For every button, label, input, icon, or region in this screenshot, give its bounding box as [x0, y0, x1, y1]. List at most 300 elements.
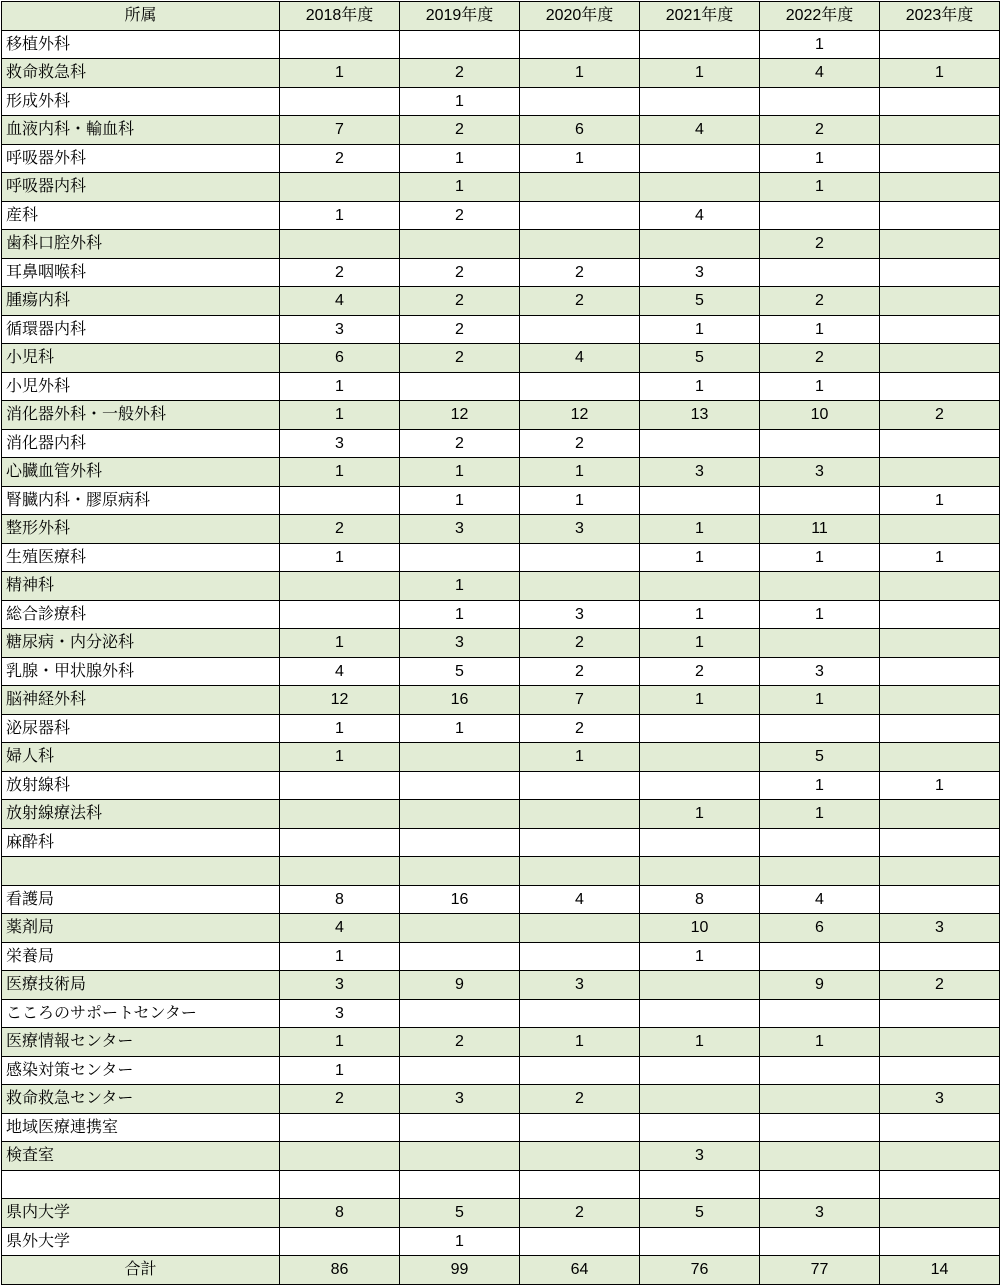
dept-name-cell: 呼吸器外科 [2, 144, 280, 173]
value-cell: 2 [760, 230, 880, 259]
value-cell: 1 [640, 600, 760, 629]
department-yearly-table [1, 1, 1000, 1285]
value-cell [880, 1113, 1000, 1142]
value-cell [880, 857, 1000, 886]
value-cell [760, 1142, 880, 1171]
value-cell: 2 [880, 401, 1000, 430]
dept-name-cell: 感染対策センター [2, 1056, 280, 1085]
value-cell: 5 [640, 344, 760, 373]
value-cell [520, 173, 640, 202]
value-cell [520, 543, 640, 572]
table-row [2, 515, 1000, 544]
value-cell [880, 600, 1000, 629]
dept-name-cell [2, 1170, 280, 1199]
dept-name-cell: 医療技術局 [2, 971, 280, 1000]
value-cell: 1 [280, 714, 400, 743]
dept-name-cell: 歯科口腔外科 [2, 230, 280, 259]
dept-name-cell: 泌尿器科 [2, 714, 280, 743]
value-cell [880, 230, 1000, 259]
value-cell: 5 [640, 287, 760, 316]
value-cell: 3 [760, 458, 880, 487]
value-cell: 1 [640, 686, 760, 715]
value-cell [880, 429, 1000, 458]
value-cell: 4 [640, 201, 760, 230]
value-cell: 2 [400, 1028, 520, 1057]
value-cell [640, 771, 760, 800]
value-cell [520, 771, 640, 800]
value-cell: 1 [400, 87, 520, 116]
dept-name-cell: 総合診療科 [2, 600, 280, 629]
value-cell: 1 [280, 458, 400, 487]
value-cell [640, 714, 760, 743]
total-cell: 99 [400, 1256, 520, 1285]
value-cell [280, 1142, 400, 1171]
table-row [2, 59, 1000, 88]
table-row [2, 116, 1000, 145]
value-cell [520, 1113, 640, 1142]
dept-name-cell: 放射線療法科 [2, 800, 280, 829]
value-cell: 1 [400, 572, 520, 601]
value-cell: 1 [280, 372, 400, 401]
value-cell: 8 [280, 885, 400, 914]
value-cell [880, 116, 1000, 145]
table-row [2, 942, 1000, 971]
table-row [2, 1142, 1000, 1171]
table-row [2, 857, 1000, 886]
value-cell [400, 828, 520, 857]
value-cell [760, 486, 880, 515]
value-cell: 1 [640, 543, 760, 572]
table-row [2, 1085, 1000, 1114]
value-cell: 2 [760, 344, 880, 373]
table-row [2, 828, 1000, 857]
value-cell [280, 1170, 400, 1199]
value-cell [400, 230, 520, 259]
value-cell [880, 258, 1000, 287]
table-row [2, 344, 1000, 373]
value-cell [400, 914, 520, 943]
value-cell [400, 1170, 520, 1199]
dept-name-cell: 整形外科 [2, 515, 280, 544]
dept-name-cell: 地域医療連携室 [2, 1113, 280, 1142]
value-cell [880, 572, 1000, 601]
dept-name-cell: 県内大学 [2, 1199, 280, 1228]
value-cell [880, 999, 1000, 1028]
value-cell [880, 714, 1000, 743]
table-row [2, 971, 1000, 1000]
value-cell: 1 [760, 1028, 880, 1057]
value-cell [400, 1142, 520, 1171]
value-cell: 1 [520, 458, 640, 487]
table-row [2, 914, 1000, 943]
value-cell [280, 1113, 400, 1142]
header-year: 2021年度 [640, 2, 760, 31]
value-cell: 9 [400, 971, 520, 1000]
value-cell [520, 857, 640, 886]
table-row [2, 87, 1000, 116]
value-cell: 1 [880, 486, 1000, 515]
value-cell [880, 743, 1000, 772]
value-cell [280, 857, 400, 886]
dept-name-cell: こころのサポートセンター [2, 999, 280, 1028]
value-cell [880, 1142, 1000, 1171]
value-cell: 3 [400, 629, 520, 658]
value-cell [640, 1056, 760, 1085]
value-cell: 1 [400, 714, 520, 743]
value-cell [640, 1085, 760, 1114]
value-cell [760, 629, 880, 658]
table-row [2, 1170, 1000, 1199]
value-cell [400, 942, 520, 971]
value-cell: 12 [280, 686, 400, 715]
dept-name-cell: 呼吸器内科 [2, 173, 280, 202]
header-dept: 所属 [2, 2, 280, 31]
table-row [2, 885, 1000, 914]
value-cell: 1 [760, 30, 880, 59]
value-cell: 16 [400, 686, 520, 715]
table-row [2, 401, 1000, 430]
value-cell: 1 [520, 59, 640, 88]
value-cell: 1 [400, 1227, 520, 1256]
value-cell [640, 144, 760, 173]
value-cell [640, 230, 760, 259]
value-cell: 1 [280, 1028, 400, 1057]
value-cell [280, 173, 400, 202]
table-body [2, 30, 1000, 1256]
dept-name-cell: 消化器外科・一般外科 [2, 401, 280, 430]
value-cell: 2 [400, 201, 520, 230]
dept-name-cell: 腎臓内科・膠原病科 [2, 486, 280, 515]
value-cell: 1 [280, 743, 400, 772]
value-cell [520, 230, 640, 259]
table-row [2, 999, 1000, 1028]
value-cell [280, 486, 400, 515]
value-cell [520, 914, 640, 943]
value-cell: 2 [280, 144, 400, 173]
value-cell: 5 [760, 743, 880, 772]
value-cell: 1 [880, 771, 1000, 800]
value-cell [520, 315, 640, 344]
header-year: 2022年度 [760, 2, 880, 31]
table-row [2, 600, 1000, 629]
value-cell [880, 201, 1000, 230]
table-row [2, 543, 1000, 572]
value-cell: 1 [400, 144, 520, 173]
value-cell: 1 [520, 743, 640, 772]
table-row [2, 1227, 1000, 1256]
value-cell: 5 [400, 657, 520, 686]
value-cell [400, 1056, 520, 1085]
dept-name-cell: 生殖医療科 [2, 543, 280, 572]
value-cell: 1 [760, 800, 880, 829]
value-cell: 1 [400, 600, 520, 629]
table-row [2, 743, 1000, 772]
value-cell [280, 230, 400, 259]
value-cell [880, 87, 1000, 116]
value-cell: 1 [400, 486, 520, 515]
value-cell: 12 [520, 401, 640, 430]
value-cell [880, 344, 1000, 373]
table-row [2, 1056, 1000, 1085]
value-cell [400, 1113, 520, 1142]
value-cell: 3 [640, 1142, 760, 1171]
dept-name-cell: 県外大学 [2, 1227, 280, 1256]
value-cell [880, 657, 1000, 686]
value-cell [880, 30, 1000, 59]
value-cell [280, 87, 400, 116]
value-cell: 10 [760, 401, 880, 430]
value-cell: 5 [400, 1199, 520, 1228]
header-year: 2018年度 [280, 2, 400, 31]
value-cell: 3 [760, 657, 880, 686]
value-cell: 2 [760, 287, 880, 316]
dept-name-cell: 糖尿病・内分泌科 [2, 629, 280, 658]
value-cell: 2 [280, 258, 400, 287]
table-row [2, 486, 1000, 515]
table-row [2, 429, 1000, 458]
dept-name-cell: 耳鼻咽喉科 [2, 258, 280, 287]
value-cell [400, 743, 520, 772]
value-cell: 7 [520, 686, 640, 715]
value-cell: 1 [280, 401, 400, 430]
value-cell [760, 942, 880, 971]
value-cell: 5 [640, 1199, 760, 1228]
value-cell: 1 [280, 543, 400, 572]
value-cell: 4 [760, 59, 880, 88]
value-cell [880, 1056, 1000, 1085]
dept-name-cell: 移植外科 [2, 30, 280, 59]
value-cell: 1 [640, 800, 760, 829]
table-row [2, 629, 1000, 658]
value-cell: 1 [640, 315, 760, 344]
table-row [2, 372, 1000, 401]
value-cell [520, 201, 640, 230]
value-cell: 16 [400, 885, 520, 914]
value-cell: 2 [400, 59, 520, 88]
value-cell: 3 [280, 971, 400, 1000]
value-cell [640, 1113, 760, 1142]
value-cell [520, 1142, 640, 1171]
value-cell: 3 [280, 429, 400, 458]
value-cell [640, 486, 760, 515]
value-cell: 1 [880, 59, 1000, 88]
value-cell: 1 [640, 372, 760, 401]
value-cell: 3 [640, 458, 760, 487]
value-cell: 1 [640, 629, 760, 658]
value-cell [880, 942, 1000, 971]
value-cell: 7 [280, 116, 400, 145]
value-cell [520, 1170, 640, 1199]
value-cell: 1 [640, 942, 760, 971]
dept-name-cell: 薬剤局 [2, 914, 280, 943]
value-cell: 11 [760, 515, 880, 544]
dept-name-cell: 麻酔科 [2, 828, 280, 857]
value-cell [640, 828, 760, 857]
value-cell: 2 [520, 629, 640, 658]
value-cell [880, 686, 1000, 715]
total-cell: 64 [520, 1256, 640, 1285]
value-cell: 2 [400, 315, 520, 344]
value-cell [640, 971, 760, 1000]
dept-name-cell: 救命救急科 [2, 59, 280, 88]
value-cell [400, 372, 520, 401]
value-cell: 1 [760, 543, 880, 572]
value-cell [880, 800, 1000, 829]
value-cell: 2 [760, 116, 880, 145]
value-cell [640, 857, 760, 886]
table-row [2, 1028, 1000, 1057]
value-cell: 4 [280, 287, 400, 316]
value-cell: 2 [400, 116, 520, 145]
table-row [2, 1199, 1000, 1228]
total-cell: 14 [880, 1256, 1000, 1285]
value-cell [760, 857, 880, 886]
value-cell: 3 [520, 515, 640, 544]
value-cell: 3 [880, 1085, 1000, 1114]
value-cell: 2 [880, 971, 1000, 1000]
dept-name-cell: 検査室 [2, 1142, 280, 1171]
value-cell [640, 572, 760, 601]
value-cell [280, 771, 400, 800]
value-cell: 2 [520, 714, 640, 743]
value-cell: 2 [400, 287, 520, 316]
table-row [2, 800, 1000, 829]
table-row [2, 458, 1000, 487]
value-cell: 1 [280, 629, 400, 658]
value-cell: 2 [520, 657, 640, 686]
value-cell: 1 [280, 942, 400, 971]
table-row [2, 230, 1000, 259]
dept-name-cell: 栄養局 [2, 942, 280, 971]
dept-name-cell: 心臓血管外科 [2, 458, 280, 487]
table-row [2, 144, 1000, 173]
table-row [2, 657, 1000, 686]
value-cell [280, 600, 400, 629]
value-cell [760, 999, 880, 1028]
value-cell: 1 [640, 1028, 760, 1057]
value-cell [880, 1028, 1000, 1057]
header-year: 2019年度 [400, 2, 520, 31]
value-cell [400, 800, 520, 829]
value-cell [520, 572, 640, 601]
value-cell: 2 [520, 1085, 640, 1114]
value-cell [280, 30, 400, 59]
value-cell: 3 [760, 1199, 880, 1228]
value-cell: 2 [520, 258, 640, 287]
table-row [2, 771, 1000, 800]
value-cell: 2 [640, 657, 760, 686]
dept-name-cell: 精神科 [2, 572, 280, 601]
value-cell: 1 [520, 486, 640, 515]
value-cell: 6 [520, 116, 640, 145]
header-year: 2023年度 [880, 2, 1000, 31]
value-cell [400, 999, 520, 1028]
value-cell [880, 372, 1000, 401]
value-cell [880, 828, 1000, 857]
value-cell [760, 1056, 880, 1085]
total-label: 合計 [2, 1256, 280, 1285]
dept-name-cell [2, 857, 280, 886]
dept-name-cell: 血液内科・輸血科 [2, 116, 280, 145]
value-cell [520, 372, 640, 401]
dept-name-cell: 医療情報センター [2, 1028, 280, 1057]
value-cell [520, 1227, 640, 1256]
value-cell: 8 [640, 885, 760, 914]
value-cell [280, 800, 400, 829]
value-cell: 4 [280, 914, 400, 943]
header-year: 2020年度 [520, 2, 640, 31]
value-cell [880, 287, 1000, 316]
value-cell [640, 1227, 760, 1256]
dept-name-cell: 婦人科 [2, 743, 280, 772]
value-cell: 4 [280, 657, 400, 686]
value-cell [640, 999, 760, 1028]
table-row [2, 686, 1000, 715]
value-cell: 8 [280, 1199, 400, 1228]
value-cell: 1 [520, 144, 640, 173]
value-cell [640, 743, 760, 772]
dept-name-cell: 小児科 [2, 344, 280, 373]
value-cell [880, 885, 1000, 914]
total-cell: 76 [640, 1256, 760, 1285]
value-cell [280, 572, 400, 601]
dept-name-cell: 看護局 [2, 885, 280, 914]
value-cell: 1 [760, 600, 880, 629]
table-row [2, 201, 1000, 230]
value-cell [520, 999, 640, 1028]
value-cell: 3 [400, 515, 520, 544]
value-cell: 9 [760, 971, 880, 1000]
value-cell [400, 771, 520, 800]
table-row [2, 258, 1000, 287]
value-cell [760, 1113, 880, 1142]
table-row [2, 315, 1000, 344]
dept-name-cell: 小児外科 [2, 372, 280, 401]
value-cell: 3 [520, 600, 640, 629]
dept-name-cell: 産科 [2, 201, 280, 230]
value-cell: 1 [760, 144, 880, 173]
value-cell [880, 1227, 1000, 1256]
dept-name-cell: 脳神経外科 [2, 686, 280, 715]
value-cell: 1 [280, 59, 400, 88]
value-cell: 4 [520, 885, 640, 914]
value-cell [400, 30, 520, 59]
value-cell: 2 [400, 429, 520, 458]
value-cell: 3 [520, 971, 640, 1000]
value-cell: 12 [400, 401, 520, 430]
value-cell [280, 1227, 400, 1256]
value-cell [760, 1085, 880, 1114]
value-cell: 1 [640, 59, 760, 88]
value-cell: 2 [520, 1199, 640, 1228]
value-cell: 2 [520, 287, 640, 316]
value-cell: 3 [280, 315, 400, 344]
value-cell [760, 828, 880, 857]
value-cell: 6 [760, 914, 880, 943]
value-cell [880, 515, 1000, 544]
total-row [2, 1256, 1000, 1285]
value-cell: 1 [640, 515, 760, 544]
value-cell [400, 543, 520, 572]
value-cell: 1 [760, 771, 880, 800]
value-cell [640, 429, 760, 458]
value-cell: 1 [280, 1056, 400, 1085]
table-row [2, 30, 1000, 59]
value-cell: 1 [280, 201, 400, 230]
value-cell [400, 857, 520, 886]
value-cell: 1 [880, 543, 1000, 572]
value-cell [760, 201, 880, 230]
